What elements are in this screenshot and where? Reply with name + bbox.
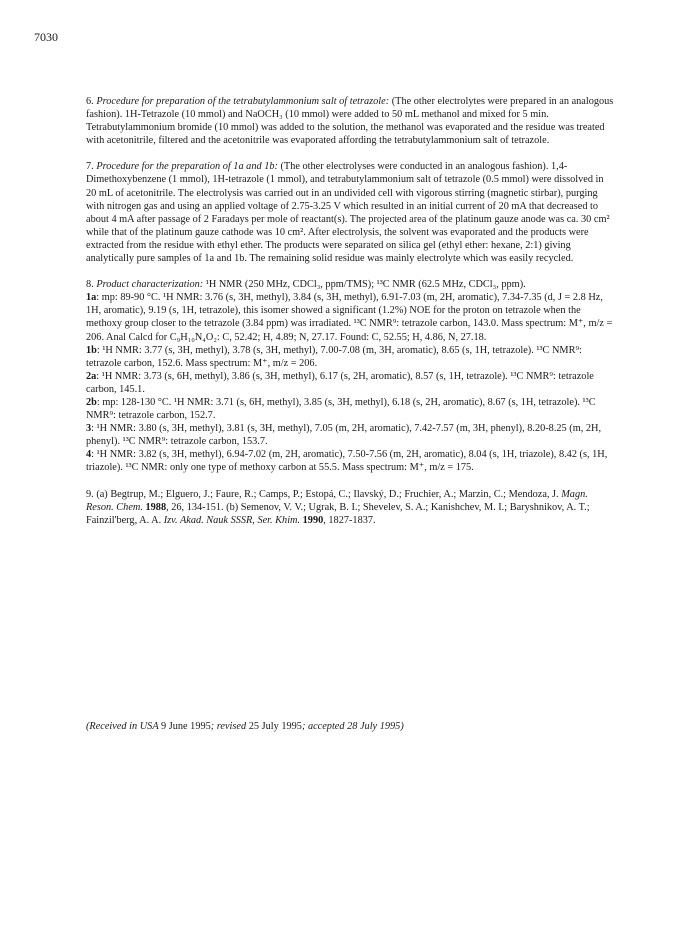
note-number: 8.	[86, 279, 94, 291]
page-number: 7030	[34, 30, 58, 44]
received-dates	[86, 720, 616, 733]
note-7	[86, 160, 616, 265]
note-9	[86, 488, 616, 527]
compound-label: 2a	[86, 370, 97, 382]
notes-section	[86, 95, 616, 540]
compound-label: 2b	[86, 396, 97, 408]
characterization-intro	[86, 278, 616, 291]
compound-data: : mp: 128-130 °C. ¹H NMR: 3.71 (s, 6H, methyl), 3.85 (s, 3H, methyl), 6.18 (s, 2H, aromatic), 8.67 (s, 1H, tetrazole). ¹³C NMR⁹: tetrazole carbon, 152.7.	[86, 396, 596, 422]
compound-label: 1b	[86, 344, 97, 356]
compound-2b	[86, 396, 616, 422]
note-number: 9.	[86, 488, 94, 500]
compound-data: : ¹H NMR: 3.82 (s, 3H, methyl), 6.94-7.02 (m, 2H, aromatic), 7.50-7.56 (m, 2H, aromatic), 8.04 (s, 1H, triazole), 8.42 (s, 1H, triazole). ¹³C NMR: only one type of methoxy carbon at 55.5. Mass spectrum: M⁺, m/z = 175.	[86, 449, 608, 474]
reference-b-pages: , 1827-1837.	[323, 514, 376, 526]
accepted-label: ; accepted	[301, 721, 345, 732]
received-date: 9 June 1995	[161, 721, 211, 732]
compound-label: 4	[86, 449, 92, 461]
note-8	[86, 278, 616, 474]
note-number: 7.	[86, 161, 94, 173]
compound-3	[86, 422, 616, 448]
note-lead: Procedure for preparation of the tetrabutylammonium salt of tetrazole:	[96, 96, 390, 107]
note-text: (The other electrolytes were prepared in an analogous fashion). 1H-Tetrazole (10 mmol) and NaOCH₃ (10 mmol) were added to 50 mL methanol and mixed for 5 min. Tetrabutylammonium bromide (10 mmol) was added to the solution, the methanol was evaporated and the residue was treated with acetonitrile, filtered and the acetonitrile was evaporated affording the tetrabutylammonium salt of tetrazole.	[86, 96, 614, 147]
compound-1b	[86, 344, 616, 370]
note-lead: Product characterization:	[96, 279, 204, 291]
revised-date: 25 July 1995	[248, 721, 302, 732]
reference-a-authors: (a) Begtrup, M.; Elguero, J.; Faure, R.; Camps, P.; Estopá, C.; Ilavský, D.; Fruchier, A.; Marzin, C.; Mendoza, J.	[96, 488, 559, 500]
received-close: )	[400, 721, 404, 732]
compound-data: : ¹H NMR: 3.77 (s, 3H, methyl), 3.78 (s, 3H, methyl), 7.00-7.08 (m, 3H, aromatic), 8.65 (s, 1H, tetrazole). ¹³C NMR⁹: tetrazole carbon, 152.6. Mass spectrum: M⁺, m/z = 206.	[86, 344, 582, 369]
compound-label: 3	[86, 423, 92, 435]
compound-1a	[86, 291, 616, 343]
compound-data: : ¹H NMR: 3.80 (s, 3H, methyl), 3.81 (s, 3H, methyl), 7.05 (m, 2H, aromatic), 7.42-7.57 (m, 3H, phenyl), 8.20-8.25 (m, 2H, phenyl). ¹³C NMR⁹: tetrazole carbon, 153.7.	[86, 423, 602, 448]
note-lead: Procedure for the preparation of 1a and 1b:	[96, 161, 278, 173]
reference-b-journal: Izv. Akad. Nauk SSSR, Ser. Khim.	[163, 514, 301, 526]
reference-a-journal: Magn. Reson. Chem.	[86, 488, 588, 513]
reference-b-authors: (b) Semenov, V. V.; Ugrak, B. I.; Shevelev, S. A.; Kanishchev, M. I.; Baryshnikov, A. T.; Fainzil'berg, A. A.	[86, 501, 590, 526]
compound-data: : ¹H NMR: 3.73 (s, 6H, methyl), 3.86 (s, 3H, methyl), 6.17 (s, 2H, aromatic), 8.57 (s, 1H, tetrazole). ¹³C NMR⁹: tetrazole carbon, 145.1.	[86, 370, 594, 395]
compound-4	[86, 448, 616, 474]
note-number: 6.	[86, 96, 94, 107]
note-text: (The other electrolyses were conducted in an analogous fashion). 1,4-Dimethoxybenzene (1 mmol), 1H-tetrazole (1 mmol), and tetrabutylammonium salt of tetrazole (0.5 mmol) were dissolved in 20 mL of acetonitrile. The electrolysis was carried out in an undivided cell with vigorous stirring (magnetic stirbar), purging with nitrogen gas and using an applied voltage of 2.75-3.25 V which resulted in an initial current of 20 mA that decreased to about 4 mA after passage of 2 Faradays per mole of reactant(s). The projected area of the platinum gauze anode was ca. 30 cm² while that of the platinum gauze cathode was 10 cm². After electrolysis, the solvent was evaporated and the products were extracted from the residue with ethyl ether. The products were separated on silica gel (ethyl ether: hexane, 2:1) giving analytically pure samples of 1a and 1b. The remaining solid residue was mainly electrolyte which was easily recycled.	[86, 161, 610, 265]
compound-2a	[86, 370, 616, 396]
compound-data: : mp: 89-90 °C. ¹H NMR: 3.76 (s, 3H, methyl), 3.84 (s, 3H, methyl), 6.91-7.03 (m, 2H, aromatic), 7.34-7.35 (d, J = 2.8 Hz, 1H, aromatic), 9.19 (s, 1H, tetrazole), this isomer showed a significant (1.2%) NOE for the proton on tetrazole when the methoxy group closer to the tetrazole (3.84 ppm) was irradiated. ¹³C NMR⁹: tetrazole carbon, 143.0. Mass spectrum: M⁺, m/z = 206. Anal Calcd for C₉H₁₀N₄O₂: C, 52.42; H, 4.89; N, 27.17. Found: C, 52.55; H, 4.86, N, 27.18.	[86, 292, 613, 343]
received-label: (Received in USA	[86, 721, 159, 732]
reference-b-year: 1990	[302, 514, 324, 526]
reference-a-pages: , 26, 134-151.	[166, 501, 224, 513]
compound-label: 1a	[86, 292, 97, 304]
accepted-date: 28 July 1995	[347, 721, 401, 732]
note-text: ¹H NMR (250 MHz, CDCl₃, ppm/TMS); ¹³C NMR (62.5 MHz, CDCl₃, ppm).	[205, 279, 526, 291]
reference-a-year: 1988	[145, 501, 167, 513]
note-6	[86, 95, 616, 147]
revised-label: ; revised	[210, 721, 247, 732]
